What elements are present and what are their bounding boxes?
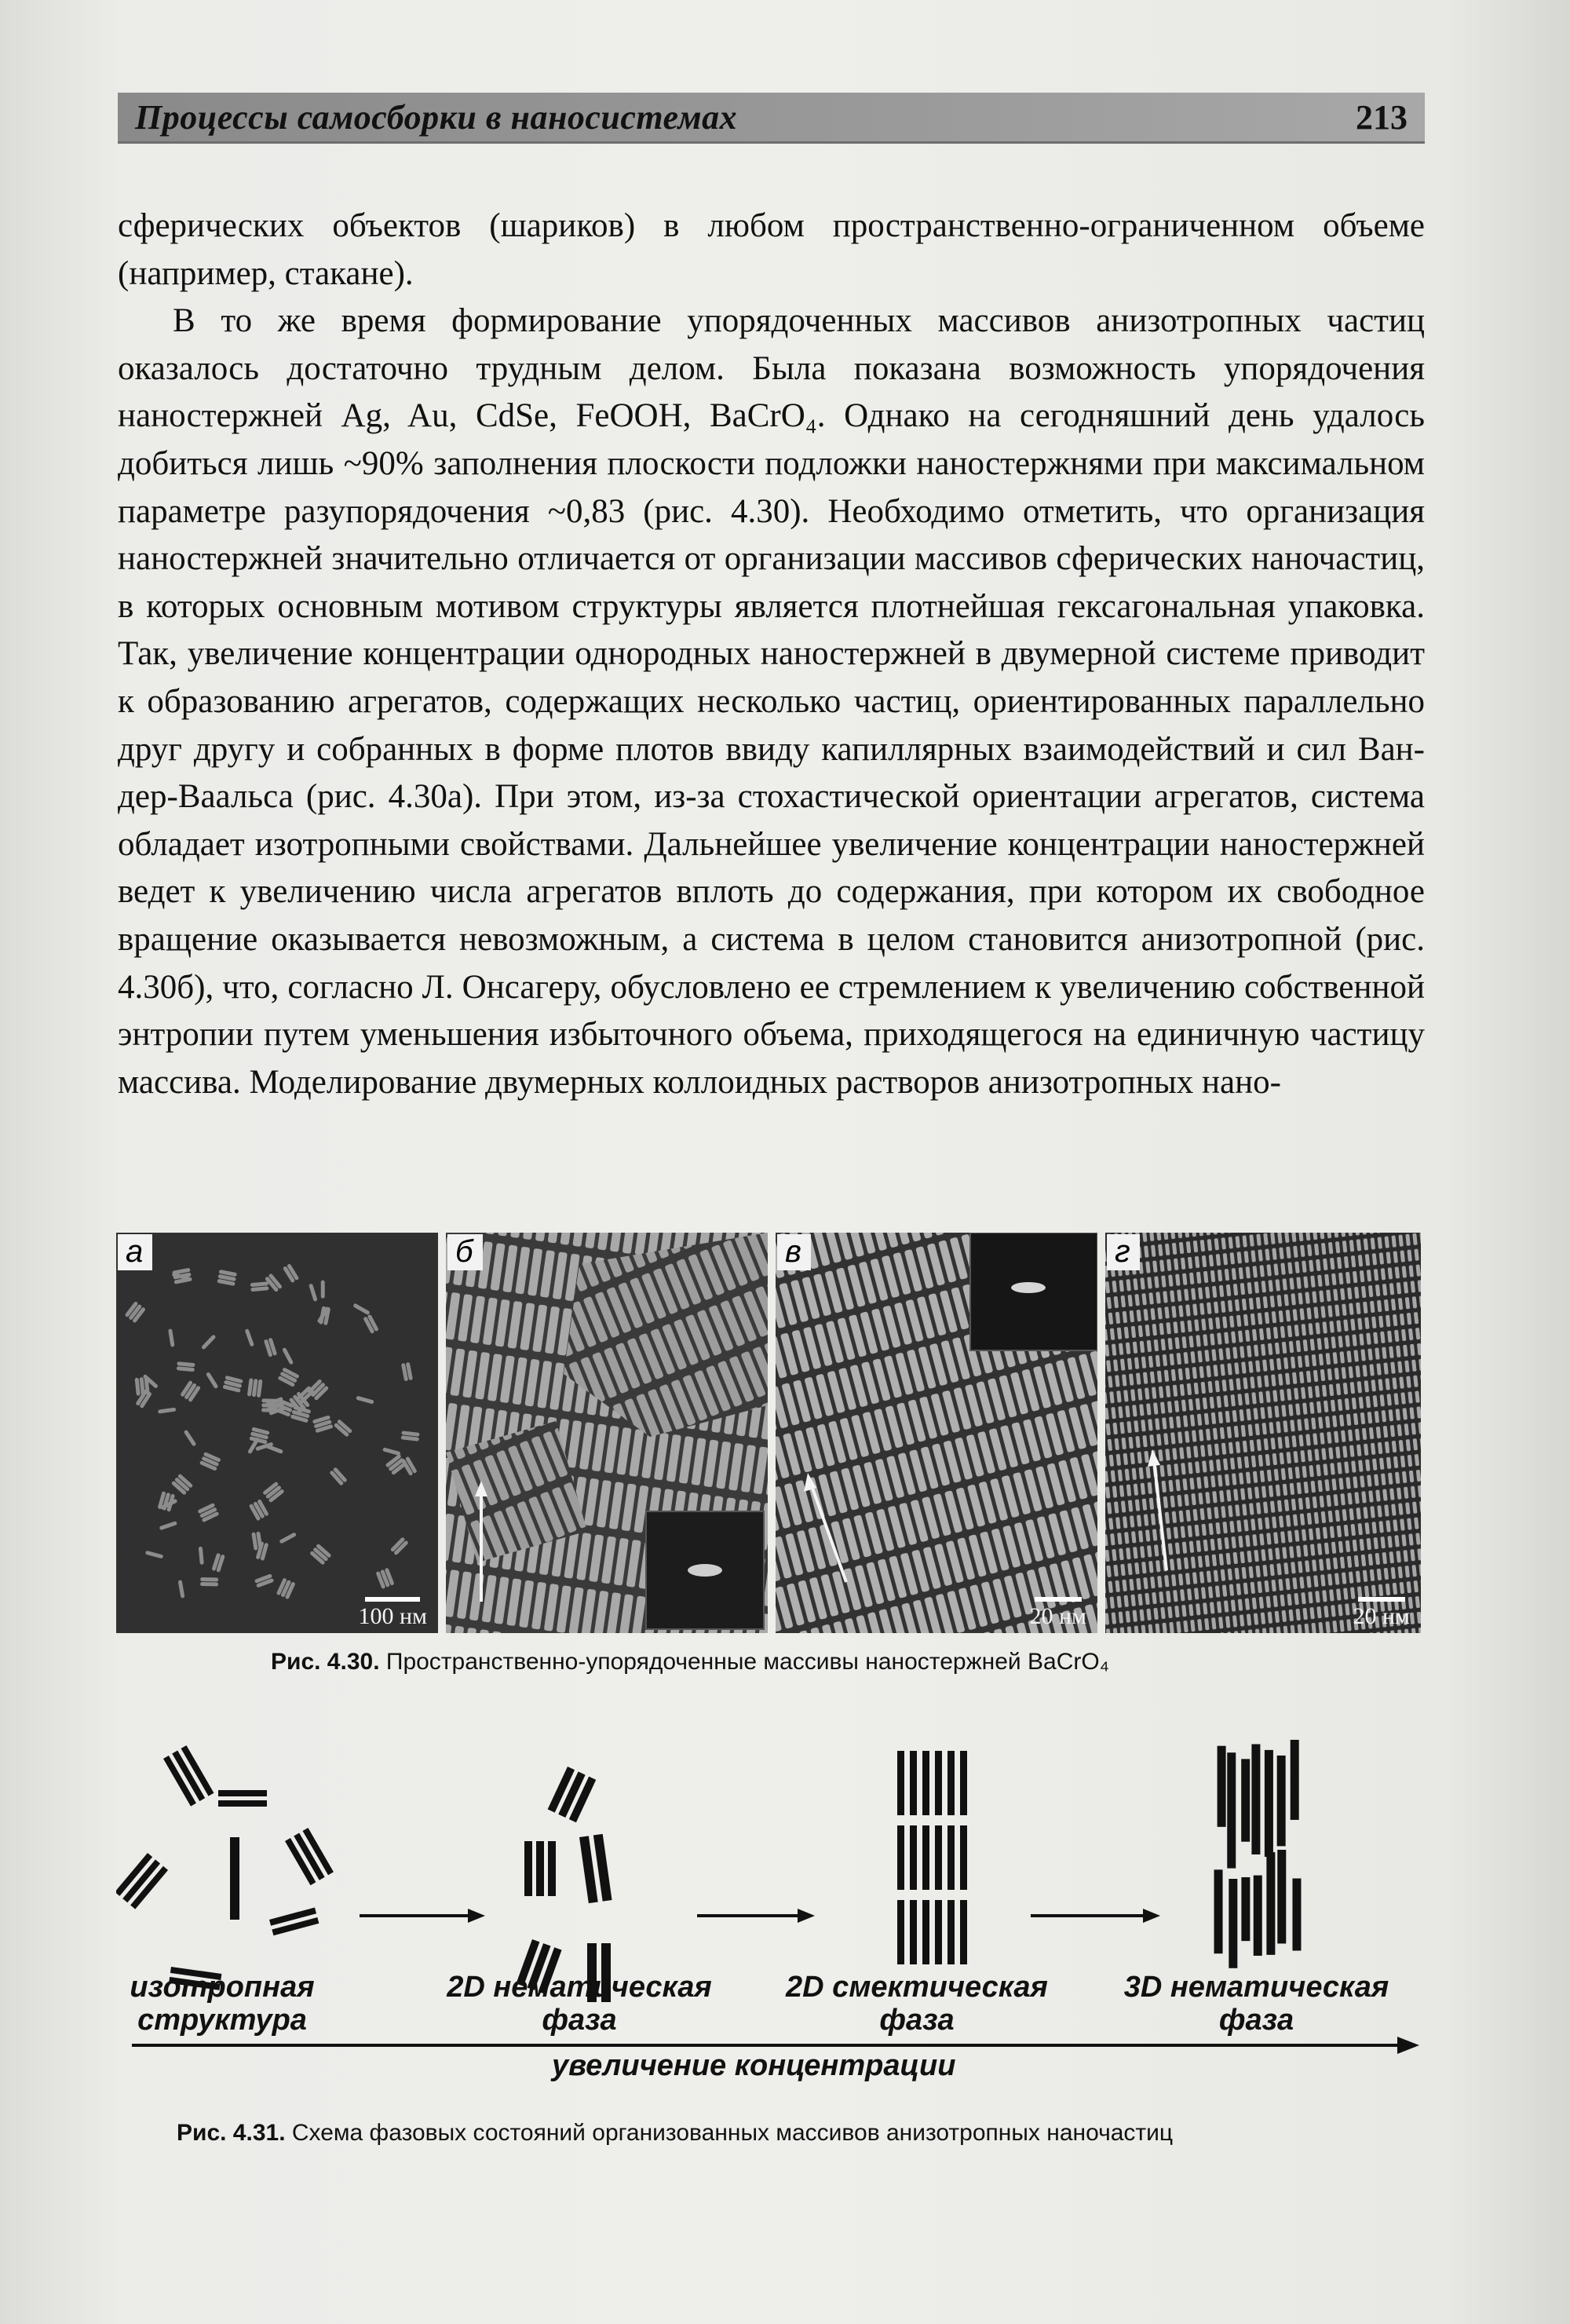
stage-line: 2D нематическая xyxy=(447,1971,712,2004)
panel-c-image xyxy=(776,1233,1097,1633)
3d-nematic-icon xyxy=(1214,1740,1302,1968)
panel-b-label: б xyxy=(447,1234,483,1270)
paragraph: В то же время формирование упорядоченных массивов анизотропных частиц оказалось достаточно трудным делом. Была показана возможность упорядочения наностержней Ag, Au, CdSe, FeOOH, BaCrO₄. Однако на сегодняшний день удалось добиться лишь ~90% заполнения плоскости подложки наностержнями при максимальном параметре разупорядочения ~0,83 (рис. 4.30). Необходимо отметить, что организация наностержней значительно отличается от организации массивов сферических наночастиц, в которых основным мотивом структуры является плотнейшая гексагональная упаковка. Так, увеличение концентрации однородных наностержней в двумерной системе приводит к образованию агрегатов, содержащих несколько частиц, ориентированных параллельно друг другу и собранных в форме плотов ввиду капиллярных взаимодействий и сил Ван-дер-Ваальса (рис. 4.30а). При этом, из-за стохастической ориентации агрегатов, система обладает изотропными свойствами. Дальнейшее увеличение концентрации наностержней ведет к увеличению числа агрегатов вплоть до содержания, при котором их свободное вращение оказывается невозможным, а система в целом становится анизотропной (рис. 4.30б), что, согласно Л. Онсагеру, обусловлено ее стремлением к увеличению собственной энтропии путем уменьшения избыточного объема, приходящегося на единичную частицу массива. Моделирование двумерных коллоидных растворов анизотропных нано- xyxy=(118,302,1425,1101)
paragraph: сферических объектов (шариков) в любом пространственно-ограниченном объеме (например, стакане). xyxy=(118,207,1425,292)
caption-number: Рис. 4.30. xyxy=(271,1649,380,1675)
stage-line: структура xyxy=(137,2004,307,2037)
stage-line: фаза xyxy=(879,2004,955,2037)
stage-line: фаза xyxy=(542,2004,617,2037)
running-header xyxy=(118,93,1425,141)
concentration-axis-label: увеличение концентрации xyxy=(552,2049,956,2082)
stage-line: 2D смектическая xyxy=(786,1971,1048,2004)
caption-text: Пространственно-упорядоченные массивы наностержней BaCrO₄ xyxy=(385,1649,1109,1675)
page-number: 213 xyxy=(1356,98,1408,137)
header-title: Процессы самосборки в наносистемах xyxy=(135,98,738,137)
panel-c-label: в xyxy=(777,1234,811,1270)
caption-number: Рис. 4.31. xyxy=(177,2120,286,2146)
stage-label-3d-nematic xyxy=(1090,1971,1423,2037)
panel-a-label: а xyxy=(118,1234,152,1270)
micrograph-panel-a xyxy=(116,1233,438,1633)
micrograph-panel-b xyxy=(446,1233,768,1633)
body-text xyxy=(118,203,1425,1106)
2d-nematic-icon xyxy=(516,1767,612,2002)
panel-c-scale-bar xyxy=(1029,1597,1086,1630)
stage-line: изотропная xyxy=(130,1971,315,2004)
stage-line: 3D нематическая xyxy=(1123,1971,1389,2004)
panel-b-image xyxy=(446,1233,768,1633)
micrograph-panel-c xyxy=(776,1233,1097,1633)
stage-label-2d-smectic xyxy=(748,1971,1086,2037)
panel-a-scale-text: 100 нм xyxy=(358,1603,427,1629)
panel-a-image xyxy=(116,1233,438,1633)
stage-label-isotropic xyxy=(116,1971,328,2037)
panel-d-image xyxy=(1105,1233,1421,1633)
figure-4-31 xyxy=(116,1716,1423,2085)
panel-d-scale-bar xyxy=(1353,1597,1410,1630)
micrograph-panel-d xyxy=(1105,1233,1421,1633)
panel-a-scale-bar xyxy=(358,1597,427,1630)
figure-4-30 xyxy=(116,1233,1421,1633)
panel-c-scale-text: 20 нм xyxy=(1029,1603,1086,1629)
caption-text: Схема фазовых состояний организованных массивов анизотропных наночастиц xyxy=(291,2120,1174,2146)
stage-label-2d-nematic xyxy=(411,1971,748,2037)
2d-smectic-icon xyxy=(897,1751,967,1964)
isotropic-structure-icon xyxy=(116,1745,334,1990)
panel-d-scale-text: 20 нм xyxy=(1353,1603,1410,1629)
figure-4-30-caption xyxy=(271,1649,1109,1675)
figure-4-31-caption xyxy=(177,2120,1173,2147)
stage-line: фаза xyxy=(1218,2004,1294,2037)
panel-d-label: г xyxy=(1107,1234,1140,1270)
